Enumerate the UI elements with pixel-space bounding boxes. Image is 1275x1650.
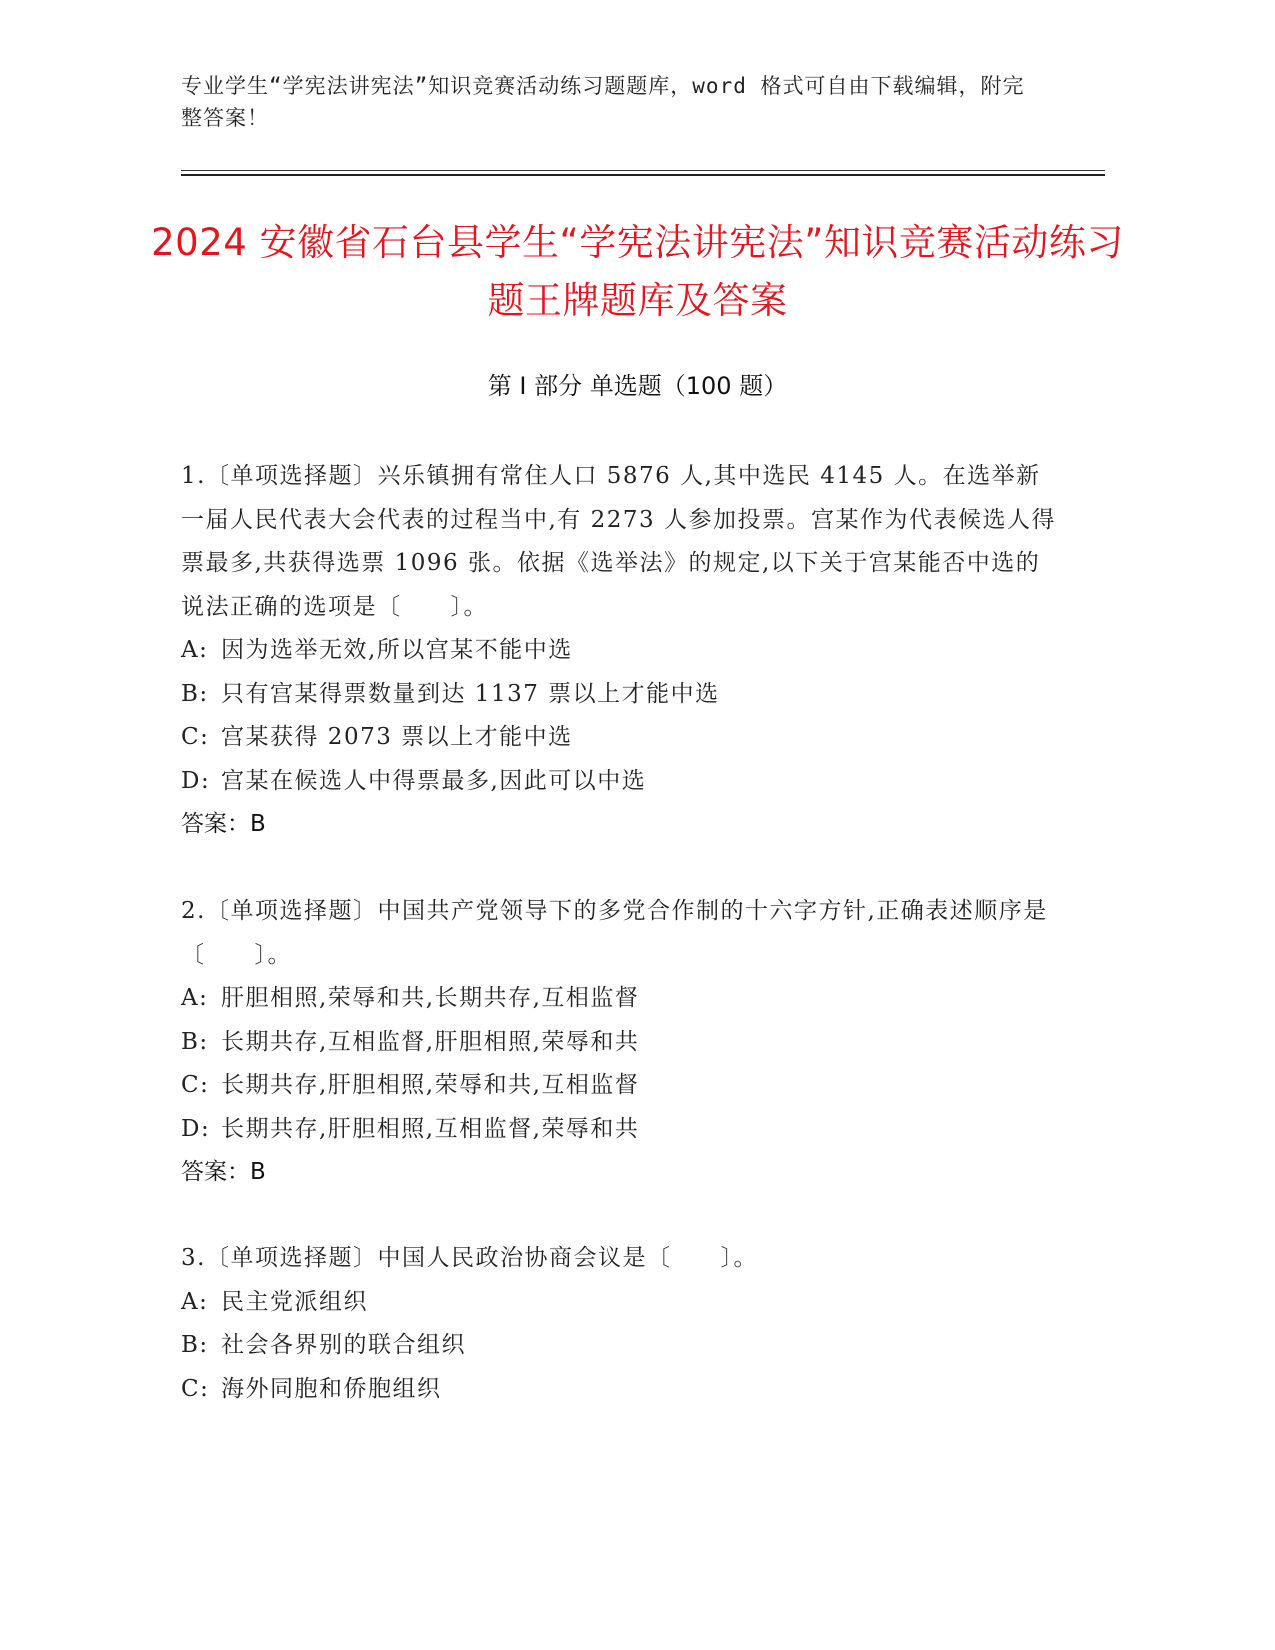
option-key: C: xyxy=(181,1072,210,1098)
option-text: 民主党派组织 xyxy=(221,1288,368,1315)
option-b xyxy=(181,1324,1061,1368)
option-key: A: xyxy=(181,1288,209,1315)
option-a xyxy=(181,977,1061,1021)
option-text: 社会各界别的联合组织 xyxy=(221,1332,466,1358)
option-b xyxy=(181,673,1061,717)
option-key: C: xyxy=(181,724,210,750)
option-a xyxy=(181,1281,1061,1325)
option-text: 长期共存,互相监督,肝胆相照,荣辱和共 xyxy=(221,1028,640,1055)
option-key: A: xyxy=(181,985,209,1011)
header-divider-top xyxy=(181,170,1105,171)
option-text: 长期共存,肝胆相照,荣辱和共,互相监督 xyxy=(221,1072,640,1098)
option-c xyxy=(181,716,1061,760)
question-1 xyxy=(181,455,1061,847)
section-heading: 第 I 部分 单选题（100 题） xyxy=(487,372,788,400)
option-text: 宫某在候选人中得票最多,因此可以中选 xyxy=(221,767,647,794)
option-text: 只有宫某得票数量到达 1137 票以上才能中选 xyxy=(221,680,720,707)
question-stem: 1.〔单项选择题〕兴乐镇拥有常住人口 5876 人,其中选民 4145 人。在选举新一届人民代表大会代表的过程当中,有 2273 人参加投票。宫某作为代表候选人得票最多,共获得选票 1096 张。依据《选举法》的规定,以下关于宫某能否中选的说法正确的选项是〔 〕。 xyxy=(181,463,1056,620)
option-key: B: xyxy=(181,1028,209,1055)
option-text: 因为选举无效,所以宫某不能中选 xyxy=(221,637,573,663)
option-key: D: xyxy=(181,767,211,794)
document-title: 2024 安徽省石台县学生“学宪法讲宪法”知识竞赛活动练习题王牌题库及答案 xyxy=(151,221,1124,322)
option-b xyxy=(181,1021,1061,1065)
option-key: D: xyxy=(181,1115,211,1142)
option-text: 长期共存,肝胆相照,互相监督,荣辱和共 xyxy=(221,1115,640,1142)
option-d xyxy=(181,1108,1061,1152)
option-key: B: xyxy=(181,680,209,707)
option-key: B: xyxy=(181,1332,209,1358)
header-note: 专业学生“学宪法讲宪法”知识竞赛活动练习题题库，word 格式可自由下载编辑，附完整答案！ xyxy=(181,74,1025,130)
option-key: A: xyxy=(181,637,209,663)
option-c xyxy=(181,1064,1061,1108)
answer-line: 答案：B xyxy=(181,811,266,837)
option-key: C: xyxy=(181,1375,210,1402)
option-text: 海外同胞和侨胞组织 xyxy=(221,1375,442,1402)
question-stem: 3.〔单项选择题〕中国人民政治协商会议是〔 〕。 xyxy=(181,1245,758,1271)
option-c xyxy=(181,1368,1061,1412)
option-text: 肝胆相照,荣辱和共,长期共存,互相监督 xyxy=(221,985,640,1011)
header-divider-bottom xyxy=(181,174,1105,176)
option-a xyxy=(181,629,1061,673)
question-2 xyxy=(181,890,1061,1195)
option-text: 宫某获得 2073 票以上才能中选 xyxy=(221,724,573,750)
question-stem: 2.〔单项选择题〕中国共产党领导下的多党合作制的十六字方针,正确表述顺序是〔 〕。 xyxy=(181,898,1048,968)
option-d xyxy=(181,760,1061,804)
question-3 xyxy=(181,1237,1061,1411)
answer-line: 答案：B xyxy=(181,1159,266,1185)
